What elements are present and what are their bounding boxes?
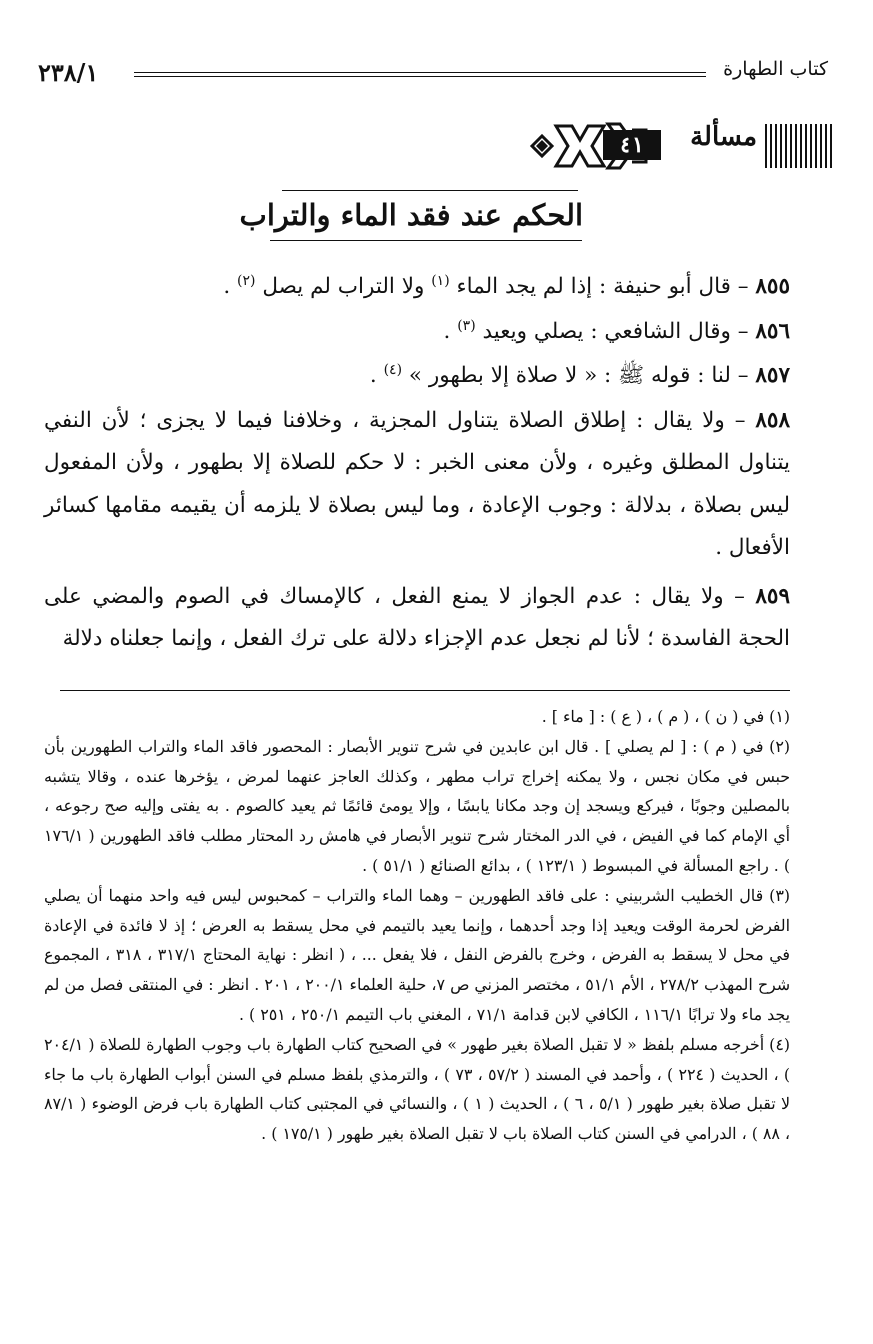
striped-bar-ornament bbox=[765, 124, 833, 168]
paragraph-text: ولا التراب لم يصل bbox=[255, 274, 432, 299]
paragraph-text: – ولا يقال : إطلاق الصلاة يتناول المجزية ، وخلافنا فيما لا يجزى ؛ لأن النفي يتناول المطلق وغيره ، ولأن معنى الخبر : لا حكم للصلاة إلا بطهور ، ولأن المفعول ليس بصلاة ، بدلالة : وجوب الإعادة ، وما ليس بصلاة لا يلزمه أن يقيمه مقامها كسائر الأفعال . bbox=[44, 407, 790, 560]
paragraph-856 bbox=[44, 311, 790, 354]
running-header bbox=[38, 58, 828, 92]
paragraph-number: ٨٥٥ bbox=[755, 274, 790, 299]
paragraph-number: ٨٥٦ bbox=[755, 318, 790, 344]
paragraph-859 bbox=[44, 576, 790, 661]
paragraph-text: . bbox=[223, 274, 238, 299]
paragraph-text: – لنا : قوله ﷺ : « لا صلاة إلا بطهور » bbox=[402, 363, 749, 388]
section-title: الحكم عند فقد الماء والتراب bbox=[239, 198, 583, 232]
masala-banner bbox=[0, 116, 873, 178]
title-top-rule bbox=[282, 190, 578, 191]
paragraph-text: – ولا يقال : عدم الجواز لا يمنع الفعل ، كالإمساك في الصوم والمضي على الحجة الفاسدة ؛ لأنا لم نجعل عدم الإجزاء دلالة على ترك الفعل ، وإنما جعلناه دلالة bbox=[44, 583, 790, 651]
footnote-ref[interactable]: (٤) bbox=[383, 361, 403, 378]
paragraph-number: ٨٥٧ bbox=[755, 363, 790, 388]
footnote-ref[interactable]: (١) bbox=[431, 272, 450, 289]
footnote-1: (١) في ( ن ) ، ( م ) ، ( ع ) : [ ماء ] . bbox=[541, 707, 790, 726]
footnote-ref[interactable]: (٢) bbox=[237, 272, 256, 289]
masala-number: ٤١ bbox=[603, 130, 661, 160]
paragraph-857 bbox=[44, 355, 790, 398]
footnote-4: (٤) أخرجه مسلم بلفظ « لا تقبل الصلاة بغير طهور » في الصحيح كتاب الطهارة باب وجوب الطهارة للصلاة ( ٢٠٤/١ ) ، الحديث ( ٢٢٤ ) ، وأحمد في المسند ( ٥٧/٢ ، ٧٣ ) ، والترمذي بلفظ مسلم في السنن أبواب الطهارة باب ما جاء لا تقبل صلاة بغير طهور ( ٥/١ ، ٦ ) ، الحديث ( ١ ) ، والنسائي في المجتبى كتاب الطهارة باب فرض الوضوء ( ٨٧/١ ، ٨٨ ) ، الدرامي في السنن كتاب الصلاة باب لا تقبل الصلاة بغير طهور ( ١٧٥/١ ) . bbox=[44, 1034, 791, 1144]
footnote-separator bbox=[60, 690, 790, 691]
footnote-2: (٢) في ( م ) : [ لم يصلي ] . قال ابن عابدين في شرح تنوير الأبصار : المحصور فاقد الماء والتراب الطهورين بأن حبس في مكان نجس ، ولا يمكنه إخراج تراب مطهر ، وكذلك العاجز عنهما لمرض ، يؤخرها عنده ، وقالا يتشبه بالمصلين وجوبًا ، فيركع ويسجد إن وجد مكانا يابسًا ، وإلا يومئ قائمًا ثم يعيد كالصوم . به يفتى وإليه صح رجوعه ، أي الإمام كما في الفيض ، في الدر المختار شرح تنوير الأبصار في هامش رد المحتار مطلب فاقد الطهورين ( ١٧٦/١ ) . راجع المسألة في المبسوط ( ١٢٣/١ ) ، بدائع الصنائع ( ٥١/١ ) . bbox=[44, 736, 790, 875]
paragraph-858 bbox=[44, 400, 790, 570]
book-title: كتاب الطهارة bbox=[723, 58, 828, 80]
paragraph-855 bbox=[44, 266, 790, 309]
paragraph-text: . bbox=[443, 318, 458, 344]
paragraph-text: – قال أبو حنيفة : إذا لم يجد الماء bbox=[449, 274, 749, 299]
paragraph-text: – وقال الشافعي : يصلي ويعيد bbox=[475, 318, 749, 344]
paragraph-number: ٨٥٩ bbox=[755, 583, 790, 609]
header-rule bbox=[134, 72, 706, 77]
footnotes bbox=[44, 702, 790, 1149]
paragraph-text: . bbox=[369, 363, 384, 388]
geometric-ornament-icon bbox=[520, 116, 650, 176]
page-number: ٢٣٨/١ bbox=[38, 58, 99, 87]
footnote-3: (٣) قال الخطيب الشربيني : على فاقد الطهورين – وهما الماء والتراب – كمحبوس ليس فيه واحد منهما أن يصلي الفرض لحرمة الوقت ويعيد إذا وجد أحدهما ، وإنما يعيد بالتيمم في محل يسقط به العرض ؛ إذ لا فائدة في الإعادة في محل لا يسقط به الفرض ، وخرج بالفرض النفل ، فلا يفعل ... ، ( انظر : نهاية المحتاج ٣١٧/١ ، ٣١٨ ، المجموع شرح المهذب ٢٧٨/٢ ، الأم ٥١/١ ، مختصر المزني ص ٧، حلية العلماء ٢٠٠/١ ، ٢٠١ . انظر : في المنتقى فصل من لم يجد ماء ولا ترابًا ١١٦/١ ، الكافي لابن قدامة ٧١/١ ، المغني باب التيمم ٢٥٠/١ ، ٢٥١ ) . bbox=[44, 885, 790, 1024]
footnote-ref[interactable]: (٣) bbox=[457, 317, 476, 334]
paragraph-number: ٨٥٨ bbox=[755, 407, 790, 433]
main-text bbox=[44, 266, 790, 667]
title-bottom-rule bbox=[270, 240, 582, 241]
masala-label: مسألة bbox=[690, 122, 757, 152]
